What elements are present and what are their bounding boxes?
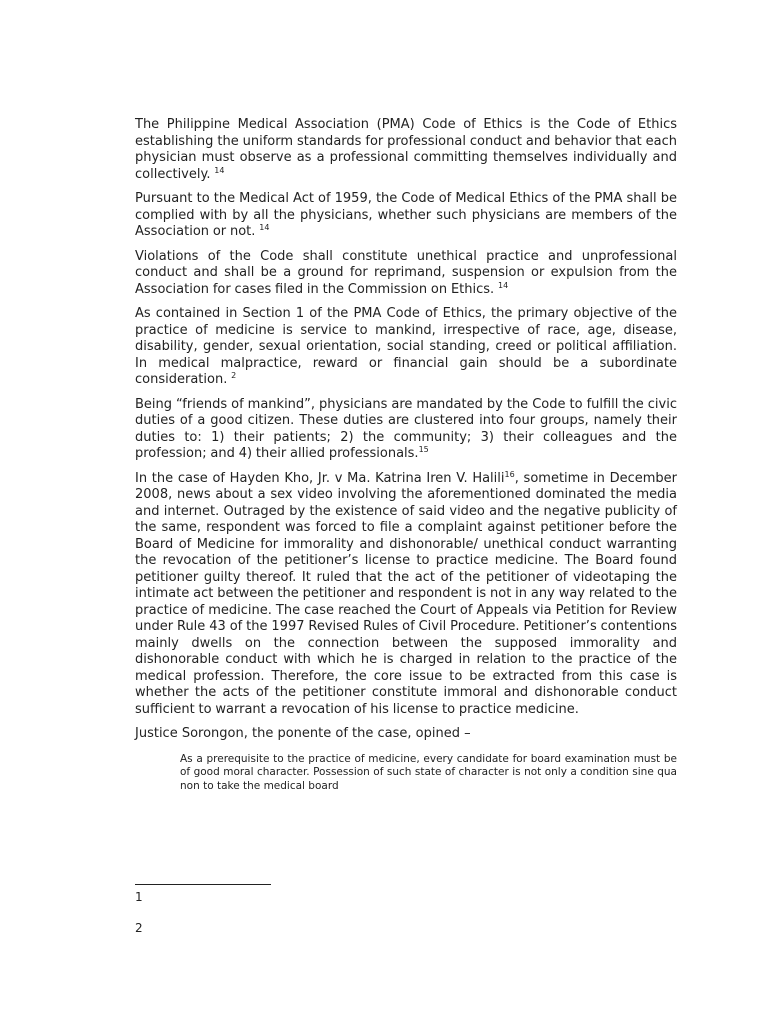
paragraph-violations: [135, 249, 677, 299]
footnote-number: 1: [135, 890, 143, 904]
paragraph-text: In the case of Hayden Kho, Jr. v Ma. Katrina Iren V. Halili: [135, 470, 505, 486]
citation-ref: 16: [504, 469, 515, 479]
paragraph-text: The Philippine Medical Association (PMA) Code of Ethics is the Code of Ethics establishing the uniform standards for professional conduct and behavior that each physician must observe as a professional committing themselves individually and collectively.: [135, 117, 677, 182]
paragraph-pma-code: [135, 117, 677, 183]
citation-ref: 14: [259, 223, 270, 232]
document-body: [135, 117, 677, 793]
footnote-number: 2: [135, 921, 143, 935]
paragraph-text: Being “friends of mankind”, physicians are mandated by the Code to fulfill the civic duties of a good citizen. These duties are clustered into four groups, namely their duties to: 1) their patients; 2) the community; 3) their colleagues and the profession; and 4) their allied professionals.: [135, 396, 677, 461]
paragraph-text: Pursuant to the Medical Act of 1959, the Code of Medical Ethics of the PMA shall be complied with by all the physicians, whether such physicians are members of the Association or not.: [135, 191, 677, 239]
citation-ref: 14: [498, 280, 509, 290]
citation-ref: 2: [231, 371, 237, 380]
paragraph-text: Violations of the Code shall constitute unethical practice and unprofessional conduct and shall be a ground for reprimand, suspension or expulsion from the Association for cases filed in the Commission on Ethics.: [135, 248, 677, 297]
block-quote: As a prerequisite to the practice of medicine, every candidate for board examination must be of good moral character. Possession of such state of character is not only a condition sine qua non to take the medical board: [180, 752, 677, 792]
footnote-separator: [135, 884, 271, 885]
paragraph-civic-duties: [135, 397, 677, 463]
citation-ref: 15: [418, 445, 429, 454]
paragraph-section-1: [135, 306, 677, 389]
paragraph-text: , sometime in December 2008, news about a sex video involving the aforementioned dominated the media and internet. Outraged by the existence of said video and the negative publicity of the same, respondent was forced to file a complaint against petitioner before the Board of Medicine for immorality and dishonorable/ unethical conduct warranting the revocation of the petitioner’s license to practice medicine. The Board found petitioner guilty thereof. It ruled that the act of the petitioner of videotaping the intimate act between the petitioner and respondent is not in any way related to the practice of medicine. The case reached the Court of Appeals via Petition for Review under Rule 43 of the 1997 Revised Rules of Civil Procedure. Petitioner’s contentions mainly dwells on the connection between the supposed immorality and dishonorable conduct with which he is charged in relation to the practice of the medical profession. Therefore, the core issue to be extracted from this case is whether the acts of the petitioner constitute immoral and dishonorable conduct sufficient to warrant a revocation of his license to practice medicine.: [135, 470, 678, 717]
paragraph-kho-case: [135, 471, 677, 719]
citation-ref: 14: [214, 165, 225, 175]
paragraph-medical-act: [135, 191, 677, 241]
quote-intro: Justice Sorongon, the ponente of the case, opined –: [135, 726, 471, 741]
paragraph-text: As contained in Section 1 of the PMA Code of Ethics, the primary objective of the practice of medicine is service to mankind, irrespective of race, age, disease, disability, gender, sexual orientation, social standing, creed or political affiliation. In medical malpractice, reward or financial gain should be a subordinate consideration.: [135, 306, 677, 387]
